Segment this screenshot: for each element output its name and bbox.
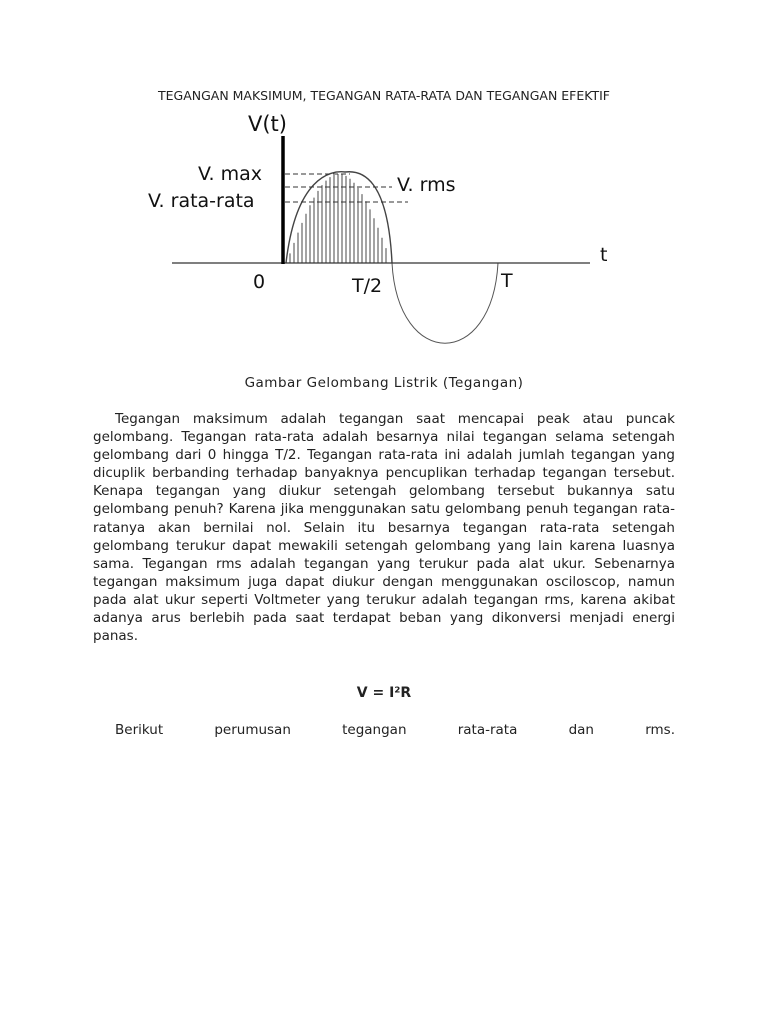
document-title: TEGANGAN MAKSIMUM, TEGANGAN RATA-RATA DAN TEGANGAN EFEKTIF (157, 88, 611, 103)
waveform-figure (0, 108, 768, 360)
label-t: t (600, 244, 608, 266)
label-vrms: V. rms (397, 174, 456, 196)
negative-half-wave (392, 263, 498, 343)
label-zero: 0 (253, 271, 266, 293)
label-half-period: T/2 (352, 275, 383, 297)
label-vavg: V. rata-rata (148, 190, 255, 212)
body-paragraph: Tegangan maksimum adalah tegangan saat mencapai peak atau puncak gelombang. Tegangan rata-rata adalah besarnya nilai tegangan selama setengah gelombang dari 0 hingga T/2. Tegangan rata-rata ini adalah jumlah tegangan yang dicuplik berbanding terhadap banyaknya pencuplikan terhadap tegangan tersebut. Kenapa tegangan yang diukur setengah gelombang tersebut bukannya satu gelombang penuh? Karena jika menggunakan satu gelombang penuh tegangan rata-ratanya akan bernilai nol. Selain itu besarnya tegangan rata-rata setengah gelombang terukur dapat mewakili setengah gelombang yang lain karena luasnya sama. Tegangan rms adalah tegangan yang terukur pada alat ukur. Sebenarnya tegangan maksimum juga dapat diukur dengan menggunakan osciloscop, namun pada alat ukur seperti Voltmeter yang terukur adalah tegangan rms, karena akibat adanya arus berlebih pada saat terdapat beban yang dikonversi menjadi energi panas. (93, 411, 675, 645)
figure-caption: Gambar Gelombang Listrik (Tegangan) (244, 375, 524, 391)
label-vmax: V. max (198, 163, 263, 185)
formula: V = I²R (356, 685, 412, 701)
label-vt: V(t) (248, 112, 287, 136)
label-period: T (501, 270, 513, 292)
waveform-diagram (0, 108, 768, 360)
closing-sentence: Berikut perumusan tegangan rata-rata dan rms. (115, 722, 675, 738)
